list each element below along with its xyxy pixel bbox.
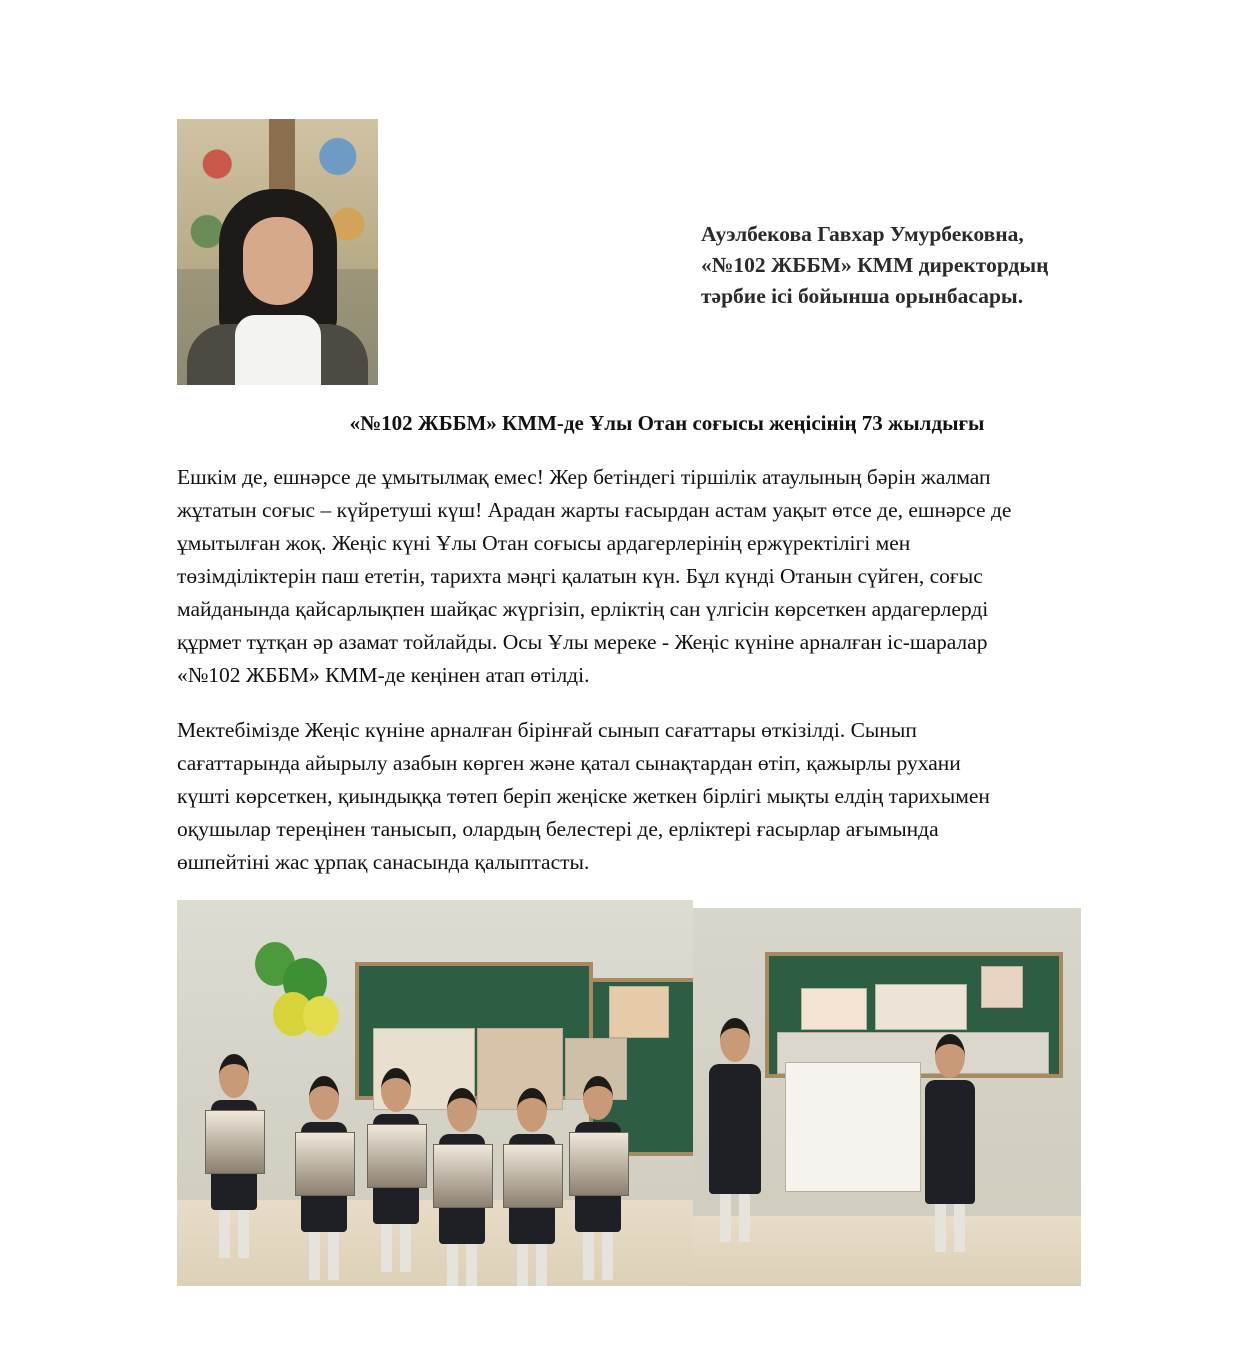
author-portrait-photo bbox=[177, 119, 378, 385]
paragraph-line: құрмет тұтқан әр азамат тойлайды. Осы Ұлы мереке - Жеңіс күніне арналған іс-шаралар bbox=[177, 630, 988, 654]
wall-poster bbox=[875, 984, 967, 1030]
classroom-photo-poster bbox=[693, 908, 1081, 1286]
paragraph-line: төзімділіктерін паш ететін, тарихта мәңгі қалатын күн. Бұл күнді Отанын сүйген, соғыс bbox=[177, 564, 983, 588]
paragraph-line: «№102 ЖББМ» КММ-де кеңінен атап өтілді. bbox=[177, 663, 590, 687]
article-title: «№102 ЖББМ» КММ-де Ұлы Отан соғысы жеңісінің 73 жылдығы bbox=[349, 411, 985, 435]
wall-poster bbox=[801, 988, 867, 1030]
author-organization: «№102 ЖББМ» КММ директордың bbox=[701, 253, 1049, 277]
paragraph-line: майданында қайсарлықпен шайқас жүргізіп, ерліктің сан үлгісін көрсеткен ардагерлерді bbox=[177, 597, 989, 621]
paragraph-line: оқушылар тереңінен танысып, олардың белестері де, ерліктері ғасырлар ағымында bbox=[177, 817, 939, 841]
paragraph-line: Мектебімізде Жеңіс күніне арналған бірінғай сынып сағаттары өткізілді. Сынып bbox=[177, 718, 917, 742]
classroom-photo-students bbox=[177, 900, 693, 1286]
student bbox=[301, 1076, 347, 1280]
wall-poster bbox=[609, 986, 669, 1038]
student bbox=[509, 1088, 555, 1286]
student bbox=[373, 1068, 419, 1272]
student bbox=[575, 1076, 621, 1280]
portrait-shirt bbox=[235, 315, 321, 385]
student bbox=[925, 1034, 975, 1252]
student bbox=[211, 1054, 257, 1258]
student bbox=[709, 1018, 761, 1242]
paragraph-line: өшпейтіні жас ұрпақ санасында қалыптасты. bbox=[177, 850, 590, 874]
author-name: Ауэлбекова Гавхар Умурбековна, bbox=[701, 222, 1024, 246]
student bbox=[439, 1088, 485, 1286]
paragraph-line: күшті көрсеткен, қиындыққа төтеп беріп жеңіске жеткен бірлігі мықты елдің тарихымен bbox=[177, 784, 990, 808]
paragraph-line: Ешкім де, ешнәрсе де ұмытылмақ емес! Жер бетіндегі тіршілік атаулының бәрін жалмап bbox=[177, 465, 991, 489]
article-paragraph-1 bbox=[177, 461, 1157, 692]
wall-poster bbox=[981, 966, 1023, 1008]
author-info bbox=[701, 219, 1171, 312]
paragraph-line: сағаттарында айырылу азабын көрген және қатал сынақтардан өтіп, қажырлы рухани bbox=[177, 751, 961, 775]
paragraph-line: жұтатын соғыс – күйретуші күш! Арадан жарты ғасырдан астам уақыт өтсе де, ешнәрсе де bbox=[177, 498, 1012, 522]
article-paragraph-2 bbox=[177, 714, 1157, 879]
author-position: тәрбие ісі бойынша орынбасары. bbox=[701, 284, 1024, 308]
paragraph-line: ұмытылған жоқ. Жеңіс күні Ұлы Отан соғысы ардагерлерінің ержүректілігі мен bbox=[177, 531, 911, 555]
held-poster bbox=[785, 1062, 921, 1192]
balloon bbox=[303, 996, 339, 1036]
portrait-face bbox=[243, 217, 313, 305]
